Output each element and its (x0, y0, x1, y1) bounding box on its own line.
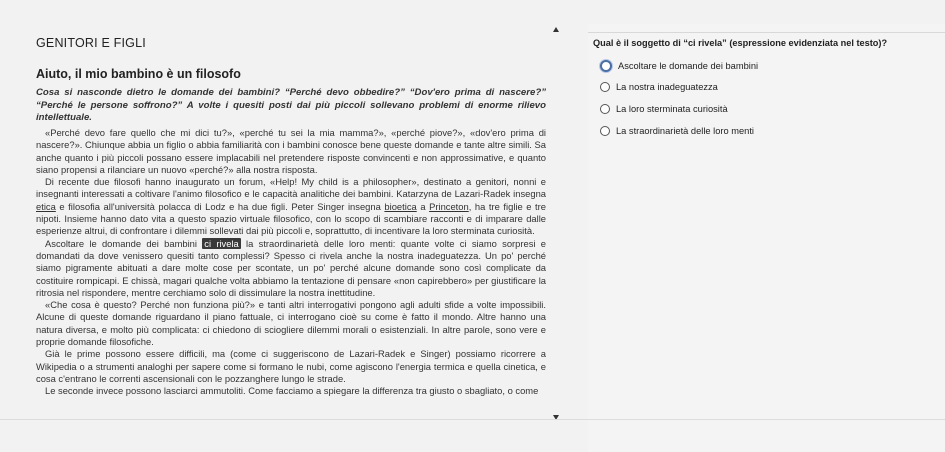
article-intro: Cosa si nasconde dietro le domande dei bambini? “Perché devo obbedire?” “Dov'ero prima di nascere?” “Perché le persone soffrono?” A volte i quesiti posti dai più piccoli sollevano problemi di enorme rilievo intellettuale. (36, 87, 546, 124)
radio-selected-icon[interactable] (600, 60, 612, 72)
radio-icon[interactable] (600, 82, 610, 92)
link-princeton[interactable]: Princeton (429, 200, 469, 212)
highlighted-phrase: ci rivela (204, 237, 239, 249)
section-header: GENITORI E FIGLI (36, 36, 146, 50)
paragraph-5: Già le prime possono essere difficili, ma (come ci suggeriscono de Lazari-Radek e Singer) possiamo ricorrere a Wikipedia o a strumenti analoghi per sapere come si formano le nubi, come agiscono l'energia termica e quella cinetica, e cosa c'entrano le correnti ascensionali con le pozzanghere lungo le strade. (36, 348, 546, 384)
question-panel (588, 24, 945, 452)
article-body (36, 127, 546, 398)
answer-option-label: La nostra inadeguatezza (616, 82, 718, 92)
answer-option-4[interactable] (600, 126, 754, 136)
link-etica[interactable]: etica (36, 200, 56, 212)
paragraph-2-part-c: a (420, 200, 426, 212)
radio-icon[interactable] (600, 104, 610, 114)
bottom-divider (0, 419, 945, 420)
link-bioetica[interactable]: bioetica (384, 200, 417, 212)
answer-option-label: La straordinarietà delle loro menti (616, 126, 754, 136)
paragraph-3-part-a: Ascoltare le domande dei bambini (45, 237, 197, 249)
divider (588, 32, 945, 33)
article-title: Aiuto, il mio bambino è un filosofo (36, 67, 241, 81)
paragraph-2 (36, 176, 546, 237)
paragraph-6: Le seconde invece possono lasciarci ammutoliti. Come facciamo a spiegare la differenza tra giusto o sbagliato, o come (45, 385, 539, 397)
paragraph-3 (36, 238, 546, 299)
paragraph-4: «Che cosa è questo? Perché non funziona più?» e tanti altri interrogativi pongono agli adulti sfide a volte impossibili. Alcune di queste domande riguardano il piano fattuale, ci interrogano cioè su come è fatto il mondo. Altre hanno una natura diversa, e molto più complicata: ci chiedono di sciogliere dilemmi morali o esistenziali. In altre parole, sono vere e proprie domande filosofiche. (36, 299, 546, 348)
scrollbar[interactable] (551, 24, 563, 416)
scroll-up-arrow-icon[interactable] (553, 27, 559, 32)
question-text: Qual è il soggetto di “ci rivela” (espressione evidenziata nel testo)? (593, 38, 888, 48)
radio-icon[interactable] (600, 126, 610, 136)
paragraph-3-part-b: la straordinarietà delle loro menti: quante volte ci siamo sorpresi e domandati da dove venissero quesiti tanto complessi? Spesso ci rivela anche la nostra inadeguatezza. Un po' perché siamo pigramente abituati a dare molte cose per scontate, un po' perché alcune domande sono così complicate da costituire rompicapi. E chissà, magari qualche volta abbiamo la tentazione di pensare «non capirebbero» per giustificare la ritrosia nel rispondere, mentre cerchiamo solo di dissimulare la nostra inettitudine. (36, 237, 546, 298)
answer-option-2[interactable] (600, 82, 718, 92)
paragraph-2-part-a: Di recente due filosofi hanno inaugurato un forum, «Help! My child is a philosopher», destinato a genitori, nonni e insegnanti interessati a coltivare l'animo filosofico e le capacità analitiche dei bambini. Katarzyna de Lazari-Radek insegna (36, 176, 546, 200)
answer-option-label: Ascoltare le domande dei bambini (618, 61, 759, 71)
answer-option-1[interactable] (600, 60, 758, 72)
paragraph-2-part-d: , ha tre figlie e tre nipoti. Insieme hanno dato vita a questo spazio virtuale filosofico, con lo scopo di scambiare racconti e di imparare dalle esperienze altrui, di confrontare i dilemmi sollevati dai più piccoli e, soprattutto, di incentivare la loro sterminata curiosità. (36, 200, 546, 237)
paragraph-1: «Perché devo fare quello che mi dici tu?», «perché tu sei la mia mamma?», «perché piove?», «dov'ero prima di nascere?». Chiunque abbia un figlio o abbia familiarità con i bambini conosce bene queste domande e tante altre simili. Sa anche quanto i più piccoli possano essere implacabili nel pretendere risposte convincenti e non approssimative, e quanto siano propensi a rilanciare un nuovo «perché?» alla nostra risposta. (36, 127, 546, 175)
paragraph-2-part-b: e filosofia all'università polacca di Lodz e ha due figli. Peter Singer insegna (59, 200, 381, 212)
answer-option-3[interactable] (600, 104, 728, 114)
answer-option-label: La loro sterminata curiosità (616, 104, 728, 114)
